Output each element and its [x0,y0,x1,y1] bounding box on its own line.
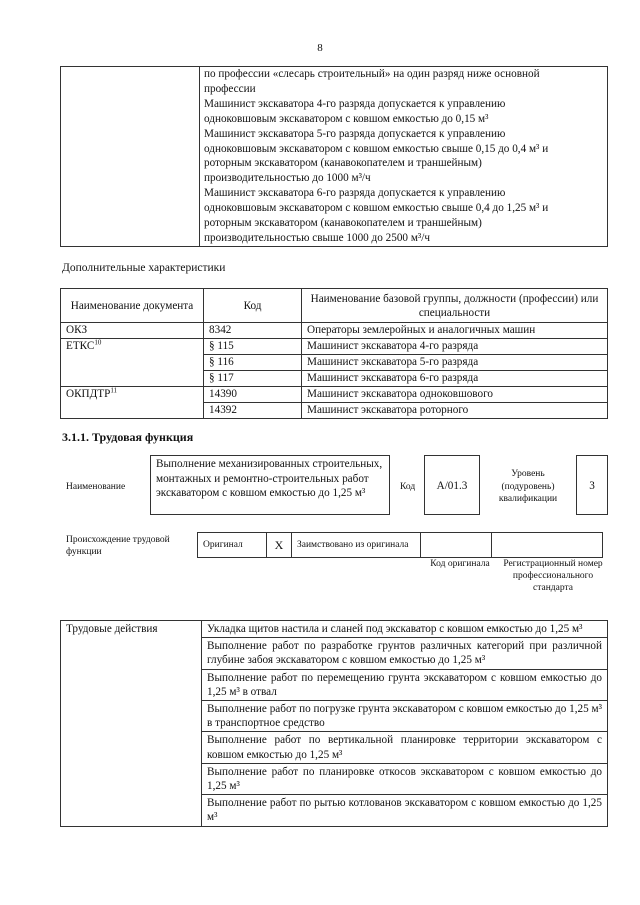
continuation-line: профессии [204,82,256,95]
labor-action: Выполнение работ по разработке грунтов различных категорий при различной глубине забоя экскаватором с ковшом емкостью до 1,25 м³ [202,638,608,669]
continuation-line: Машинист экскаватора 5-го разряда допускается к управлению [204,127,506,140]
origin-label: Происхождение трудовой функции [66,535,170,557]
table-row [61,339,608,355]
footnote-ref: 11 [110,386,118,395]
original-code-caption: Код оригинала [430,559,490,569]
continuation-line: Машинист экскаватора 4-го разряда допускается к управлению [204,97,506,110]
labor-action: Выполнение работ по рытью котлованов экскаватором с ковшом емкостью до 1,25 м³ [202,795,608,826]
doc-name: ОКПДТР [66,388,111,400]
row-name: Машинист экскаватора 5-го разряда [302,355,608,371]
labor-action: Укладка щитов настила и сланей под экскаватор с ковшом емкостью до 1,25 м³ [202,621,608,638]
row-doc [61,387,204,419]
row-name: Машинист экскаватора одноковшового [302,387,608,403]
continuation-line: одноковшовым экскаватором с ковшом емкостью свыше 0,4 до 1,25 м³ и [204,202,549,215]
row-name: Машинист экскаватора 4-го разряда [302,339,608,355]
footnote-ref: 10 [94,338,102,347]
labor-actions-table [60,620,608,827]
table-row [61,323,608,339]
row-name: Операторы землеройных и аналогичных машин [302,323,608,339]
qualification-level-label: Уровень (подуровень) квалификации [498,469,558,504]
borrowed-label: Заимствовано из оригинала [292,533,421,558]
row-name: Машинист экскаватора 6-го разряда [302,371,608,387]
reg-number-caption: Регистрационный номер профессионального стандарта [503,559,603,593]
labor-action: Выполнение работ по планировке откосов экскаватором с ковшом емкостью до 1,25 м³ [202,763,608,794]
continuation-line: роторным экскаватором (канавокопателем и траншейным) [204,157,482,170]
original-mark: X [267,533,292,558]
function-name-value: Выполнение механизированных строительных, монтажных и ремонтно-строительных работ экскаватором с ковшом емкостью до 1,25 м³ [150,455,390,515]
row-doc [61,339,204,387]
original-label: Оригинал [198,533,267,558]
reg-number-cell [492,533,603,558]
function-heading: 3.1.1. Трудовая функция [62,430,194,444]
continuation-text-cell [200,67,608,247]
row-code: 8342 [204,323,302,339]
labor-actions-label: Трудовые действия [61,621,202,827]
row-code: § 116 [204,355,302,371]
row-code: § 115 [204,339,302,355]
continuation-line: одноковшовым экскаватором с ковшом емкостью свыше 0,15 до 0,4 м³ и [204,142,549,155]
header-code: Код [204,289,302,323]
labor-action: Выполнение работ по перемещению грунта экскаватором с ковшом емкостью до 1,25 м³ в отвал [202,669,608,700]
continuation-table [60,66,608,247]
continuation-line: по профессии «слесарь строительный» на один разряд ниже основной [204,68,540,80]
row-name: Машинист экскаватора роторного [302,403,608,419]
continuation-line: роторным экскаватором (канавокопателем и траншейным) [204,217,482,230]
doc-name: ЕТКС [66,340,95,352]
original-code-cell [421,533,492,558]
header-name: Наименование базовой группы, должности (профессии) или специальности [302,289,608,323]
row-code: 14390 [204,387,302,403]
row-doc: ОКЗ [61,323,204,339]
table-row [61,387,608,403]
origin-table [197,532,603,558]
function-name-label: Наименование [66,482,126,492]
labor-action: Выполнение работ по погрузке грунта экскаватором с ковшом емкостью до 1,25 м³ в транспортное средство [202,701,608,732]
page-number: 8 [317,42,323,54]
continuation-line: производительностью свыше 1000 до 2500 м³/ч [204,231,430,244]
additional-characteristics-table [60,288,608,419]
header-doc: Наименование документа [61,289,204,323]
row-code: § 117 [204,371,302,387]
function-code-value: A/01.3 [424,455,480,515]
table-row [61,621,608,638]
row-code: 14392 [204,403,302,419]
continuation-line: производительностью до 1000 м³/ч [204,172,371,185]
labor-action: Выполнение работ по вертикальной планировке территории экскаватором с ковшом емкостью до 1,25 м³ [202,732,608,763]
function-code-label: Код [400,482,416,492]
continuation-line: одноковшовым экскаватором с ковшом емкостью до 0,15 м³ [204,112,489,125]
continuation-label-cell [61,67,200,247]
qualification-level-value: 3 [576,455,608,515]
additional-heading: Дополнительные характеристики [62,262,226,274]
continuation-line: Машинист экскаватора 6-го разряда допускается к управлению [204,187,506,200]
